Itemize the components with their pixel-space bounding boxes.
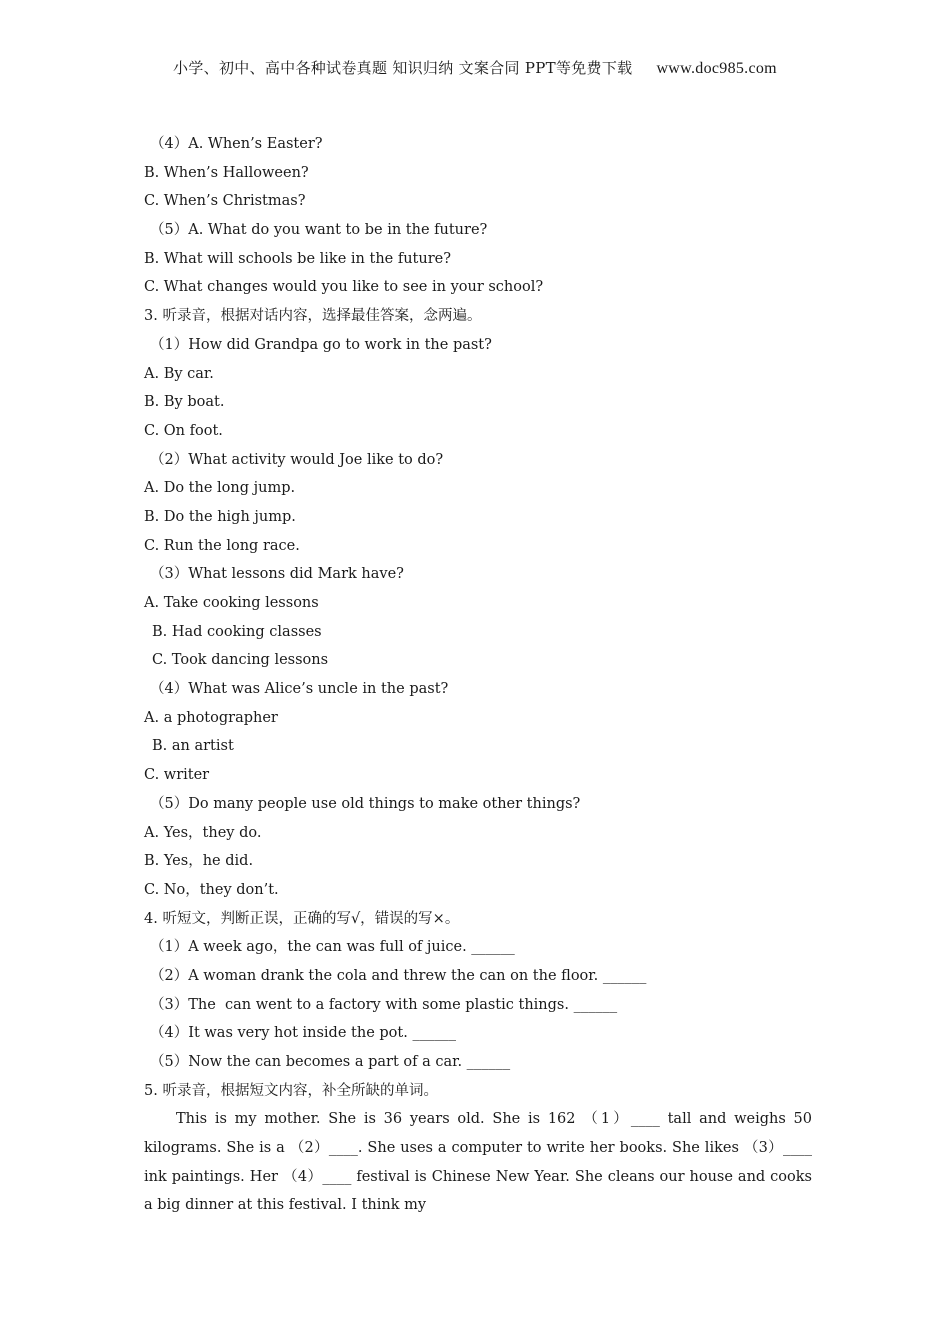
document-line: C. What changes would you like to see in your school? (144, 279, 544, 296)
document-line: （2）What activity would Joe like to do? (150, 451, 444, 468)
document-line: （1）A week ago，the can was full of juice. ______ (150, 939, 515, 956)
question-lines (144, 130, 812, 1105)
page-header (0, 57, 950, 78)
document-line: C. Took dancing lessons (152, 652, 329, 669)
document-line: （3）The can went to a factory with some plastic things. ______ (150, 996, 618, 1013)
document-line: （4）It was very hot inside the pot. ______ (150, 1025, 456, 1042)
document-line: （3）What lessons did Mark have? (150, 566, 404, 583)
document-line: C. writer (144, 767, 210, 784)
document-line: （1）How did Grandpa go to work in the past? (150, 336, 492, 353)
document-line: 5. 听录音，根据短文内容，补全所缺的单词。 (144, 1082, 438, 1099)
document-line: A. Take cooking lessons (144, 595, 319, 611)
document-line: B. Had cooking classes (152, 623, 322, 640)
document-line: （5）Now the can becomes a part of a car. ______ (150, 1054, 511, 1070)
document-line: C. When’s Christmas? (144, 193, 306, 210)
document-line: A. By car. (144, 365, 214, 382)
document-line: A. Yes，they do. (144, 824, 262, 841)
document-line: （5）Do many people use old things to make other things? (150, 795, 581, 812)
document-line: B. When’s Halloween? (144, 164, 309, 181)
document-line: C. On foot. (144, 422, 223, 439)
document-line: B. Do the high jump. (144, 508, 296, 525)
document-line: A. a photographer (144, 709, 278, 726)
document-line: （5）A. What do you want to be in the future? (150, 222, 488, 239)
header-title: 小学、初中、高中各种试卷真题 知识归纳 文案合同 PPT等免费下载 (173, 59, 633, 77)
document-line: B. What will schools be like in the future? (144, 250, 451, 267)
document-line: 3. 听录音，根据对话内容，选择最佳答案，念两遍。 (144, 308, 482, 325)
header-site: www.doc985.com (656, 60, 777, 77)
document-line: C. No，they don’t. (144, 881, 279, 898)
document-body (144, 130, 812, 1220)
document-line: （2）A woman drank the cola and threw the can on the floor. ______ (150, 967, 647, 984)
document-line: B. an artist (152, 738, 234, 755)
document-line: B. Yes，he did. (144, 853, 254, 870)
document-line: A. Do the long jump. (144, 480, 296, 497)
document-line: C. Run the long race. (144, 537, 300, 554)
cloze-paragraph: This is my mother. She is 36 years old. She is 162 （1）____ tall and weighs 50 kilograms. She is a （2）____. She uses a computer to write her books. She likes （3）____ ink paintings. Her （4）____ festival is Chinese New Year. She cleans our house and cooks a big dinner at this festival. I think my (144, 1111, 812, 1214)
document-line: （4）What was Alice’s uncle in the past? (150, 681, 449, 698)
document-line: B. By boat. (144, 394, 225, 411)
document-line: （4）A. When’s Easter? (150, 136, 323, 152)
document-line: 4. 听短文，判断正误，正确的写√，错误的写×。 (144, 910, 460, 927)
